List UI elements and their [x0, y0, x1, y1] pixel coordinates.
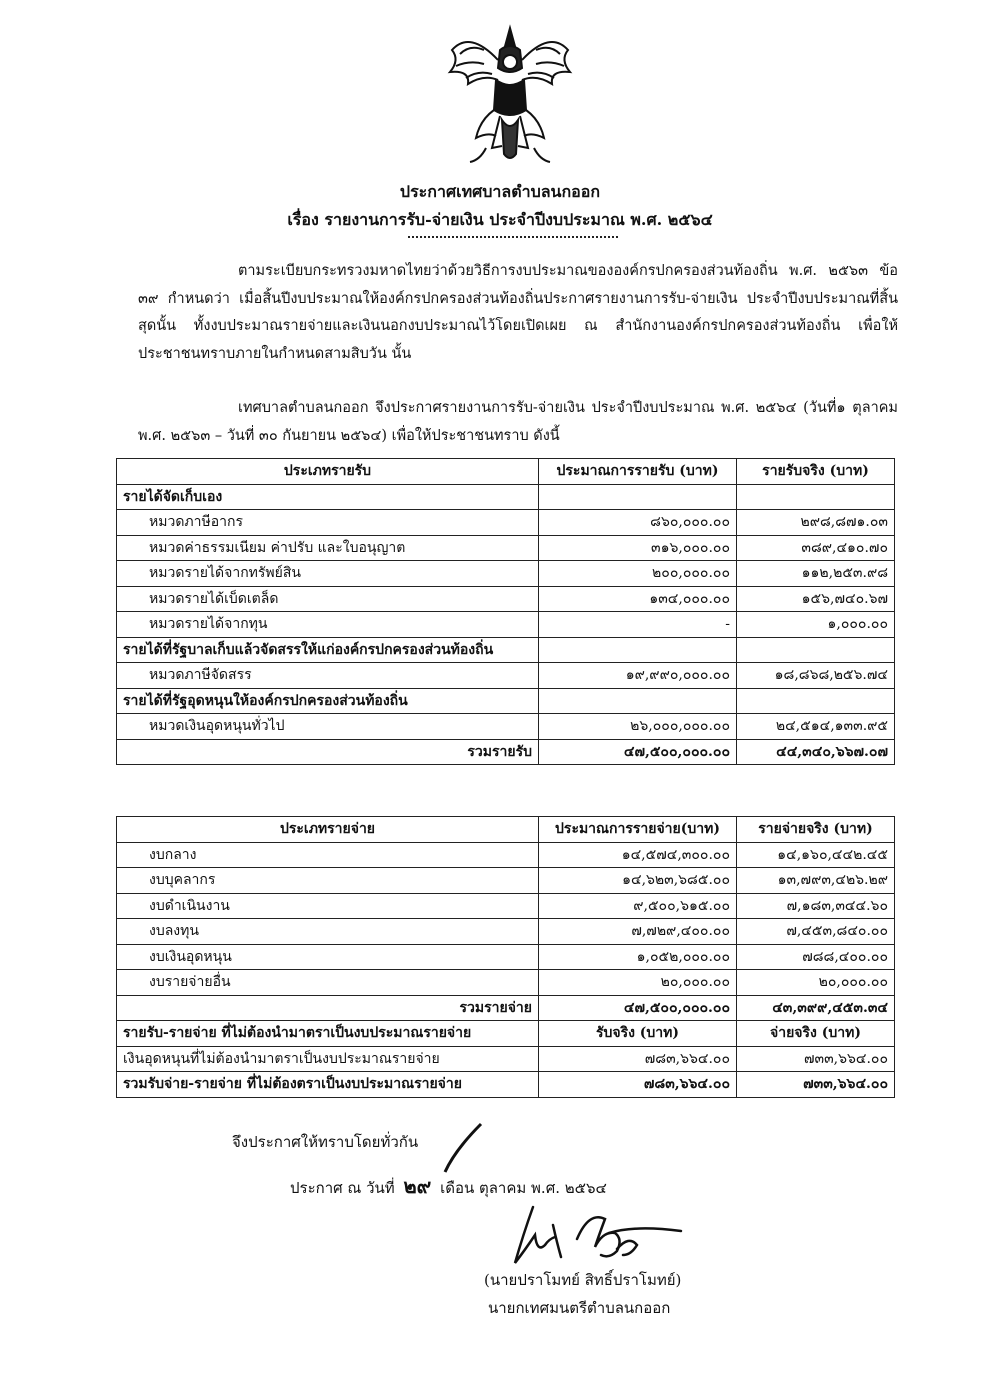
table-row: [117, 893, 895, 919]
signer-title: นายกเทศมนตรีตำบลนกออก: [488, 1299, 671, 1317]
row-label: หมวดค่าธรรมเนียม ค่าปรับ และใบอนุญาต: [117, 535, 539, 561]
row-actual: ๗,๑๘๓,๓๔๔.๖๐: [737, 893, 895, 919]
row-estimate: ๑๙,๙๙๐,๐๐๐.๐๐: [539, 663, 737, 689]
date-prefix: ประกาศ ณ วันที่: [290, 1179, 395, 1197]
offbudget-row: [117, 1046, 895, 1072]
row-label: งบดำเนินงาน: [117, 893, 539, 919]
total-label: รวมรับจ่าย-รายจ่าย ที่ไม่ต้องตราเป็นงบประมาณรายจ่าย: [117, 1072, 539, 1098]
table-row: [117, 663, 895, 689]
column-header: รายจ่ายจริง (บาท): [737, 817, 895, 843]
signature-image: [505, 1195, 685, 1270]
row-estimate: ๗,๗๒๙,๔๐๐.๐๐: [539, 919, 737, 945]
income-table: [116, 458, 895, 765]
column-header: ประเภทรายจ่าย: [117, 817, 539, 843]
total-actual: ๔๔,๓๔๐,๖๖๗.๐๗: [737, 739, 895, 765]
table-row: [117, 561, 895, 587]
row-estimate: [539, 688, 737, 714]
row-actual: [737, 637, 895, 663]
row-actual: ๑,๐๐๐.๐๐: [737, 612, 895, 638]
offbudget-header-label: รายรับ-รายจ่าย ที่ไม่ต้องนำมาตราเป็นงบประมาณรายจ่าย: [117, 1021, 539, 1047]
offbudget-paid-header: จ่ายจริง (บาท): [737, 1021, 895, 1047]
row-actual: [737, 688, 895, 714]
row-estimate: ๑๔,๖๒๓,๖๘๕.๐๐: [539, 868, 737, 894]
row-estimate: ๑๓๔,๐๐๐.๐๐: [539, 586, 737, 612]
table-row: [117, 535, 895, 561]
row-estimate: ๑๔,๕๗๔,๓๐๐.๐๐: [539, 842, 737, 868]
row-estimate: ๒๐๐,๐๐๐.๐๐: [539, 561, 737, 587]
offbudget-header-row: [117, 1021, 895, 1047]
row-estimate: [539, 637, 737, 663]
total-estimate: ๔๗,๕๐๐,๐๐๐.๐๐: [539, 995, 737, 1021]
announcement-subject: เรื่อง รายงานการรับ-จ่ายเงิน ประจำปีงบประมาณ พ.ศ. ๒๕๖๔: [287, 210, 713, 229]
garuda-emblem: [440, 20, 580, 170]
column-header: ประเภทรายรับ: [117, 459, 539, 485]
row-label: งบลงทุน: [117, 919, 539, 945]
row-label: งบบุคลากร: [117, 868, 539, 894]
row-actual: ๑๕๖,๗๔๐.๖๗: [737, 586, 895, 612]
row-actual: ๑๔,๑๖๐,๔๔๒.๔๕: [737, 842, 895, 868]
row-estimate: [539, 484, 737, 510]
handwritten-check-mark: [405, 1120, 485, 1180]
total-actual: ๔๓,๓๙๙,๔๕๓.๓๔: [737, 995, 895, 1021]
row-label: หมวดภาษีจัดสรร: [117, 663, 539, 689]
total-estimate: ๔๗,๕๐๐,๐๐๐.๐๐: [539, 739, 737, 765]
row-label: เงินอุดหนุนที่ไม่ต้องนำมาตราเป็นงบประมาณรายจ่าย: [117, 1046, 539, 1072]
table-row: [117, 688, 895, 714]
offbudget-total-row: [117, 1072, 895, 1098]
row-estimate: ๑,๐๕๒,๐๐๐.๐๐: [539, 944, 737, 970]
row-actual: ๗๘๘,๔๐๐.๐๐: [737, 944, 895, 970]
closing-statement: จึงประกาศให้ทราบโดยทั่วกัน: [232, 1133, 419, 1151]
total-received: ๗๘๓,๖๖๔.๐๐: [539, 1072, 737, 1098]
row-estimate: ๓๑๖,๐๐๐.๐๐: [539, 535, 737, 561]
date-suffix: เดือน ตุลาคม พ.ศ. ๒๕๖๔: [440, 1179, 607, 1197]
row-actual: ๒๙๘,๘๗๑.๐๓: [737, 510, 895, 536]
total-label: รวมรายรับ: [117, 739, 539, 765]
row-actual: ๑๓,๗๙๓,๔๒๖.๒๙: [737, 868, 895, 894]
table-row: [117, 484, 895, 510]
column-header: ประมาณการรายรับ (บาท): [539, 459, 737, 485]
row-actual: ๒๔,๕๑๔,๑๓๓.๙๕: [737, 714, 895, 740]
column-header: รายรับจริง (บาท): [737, 459, 895, 485]
total-label: รวมรายจ่าย: [117, 995, 539, 1021]
row-label: หมวดรายได้เบ็ดเตล็ด: [117, 586, 539, 612]
row-label: รายได้ที่รัฐบาลเก็บแล้วจัดสรรให้แก่องค์กรปกครองส่วนท้องถิ่น: [117, 637, 539, 663]
table-row: [117, 842, 895, 868]
table-row: [117, 868, 895, 894]
table-row: [117, 612, 895, 638]
row-estimate: -: [539, 612, 737, 638]
row-actual: [737, 484, 895, 510]
table-row: [117, 510, 895, 536]
table-row: [117, 944, 895, 970]
row-actual: ๓๘๙,๔๑๐.๗๐: [737, 535, 895, 561]
row-paid: ๗๓๓,๖๖๔.๐๐: [737, 1046, 895, 1072]
table-row: [117, 637, 895, 663]
income-total-row: [117, 739, 895, 765]
row-label: งบกลาง: [117, 842, 539, 868]
expense-table: [116, 816, 895, 1098]
row-estimate: ๙,๕๐๐,๖๑๕.๐๐: [539, 893, 737, 919]
row-actual: ๑๑๒,๒๕๓.๙๘: [737, 561, 895, 587]
row-label: หมวดภาษีอากร: [117, 510, 539, 536]
intro-paragraph: ตามระเบียบกระทรวงมหาดไทยว่าด้วยวิธีการงบประมาณขององค์กรปกครองส่วนท้องถิ่น พ.ศ. ๒๕๖๓ ข้อ ๓๙ กำหนดว่า เมื่อสิ้นปีงบประมาณให้องค์กรปกครองส่วนท้องถิ่นประกาศรายงานการรับ-จ่ายเงิน ประจำปีงบประมาณที่สิ้นสุดนั้น ทั้งงบประมาณรายจ่ายและเงินนอกงบประมาณไว้โดยเปิดเผย ณ สำนักงานองค์กรปกครองส่วนท้องถิ่น เพื่อให้ประชาชนทราบภายในกำหนดสามสิบวัน นั้น: [138, 263, 898, 362]
table-row: [117, 586, 895, 612]
row-label: รายได้จัดเก็บเอง: [117, 484, 539, 510]
signer-name: (นายปราโมทย์ สิทธิ์ปราโมทย์): [484, 1271, 682, 1289]
expense-table-header: [117, 817, 895, 843]
handwritten-day: ๒๙: [403, 1174, 432, 1198]
income-table-header: [117, 459, 895, 485]
announcement-title: ประกาศเทศบาลตำบลนกออก: [399, 182, 601, 201]
row-actual: ๒๐,๐๐๐.๐๐: [737, 970, 895, 996]
table-row: [117, 970, 895, 996]
row-label: หมวดเงินอุดหนุนทั่วไป: [117, 714, 539, 740]
row-received: ๗๘๓,๖๖๔.๐๐: [539, 1046, 737, 1072]
row-label: งบเงินอุดหนุน: [117, 944, 539, 970]
expense-total-row: [117, 995, 895, 1021]
total-paid: ๗๓๓,๖๖๔.๐๐: [737, 1072, 895, 1098]
row-label: รายได้ที่รัฐอุดหนุนให้องค์กรปกครองส่วนท้องถิ่น: [117, 688, 539, 714]
offbudget-received-header: รับจริง (บาท): [539, 1021, 737, 1047]
table-row: [117, 919, 895, 945]
row-estimate: ๒๖,๐๐๐,๐๐๐.๐๐: [539, 714, 737, 740]
column-header: ประมาณการรายจ่าย(บาท): [539, 817, 737, 843]
row-label: หมวดรายได้จากทรัพย์สิน: [117, 561, 539, 587]
dotted-divider: [408, 236, 618, 238]
announcement-paragraph: เทศบาลตำบลนกออก จึงประกาศรายงานการรับ-จ่ายเงิน ประจำปีงบประมาณ พ.ศ. ๒๕๖๔ (วันที่๑ ตุลาคม พ.ศ. ๒๕๖๓ – วันที่ ๓๐ กันยายน ๒๕๖๔) เพื่อให้ประชาชนทราบ ดังนี้: [138, 400, 898, 444]
row-label: งบรายจ่ายอื่น: [117, 970, 539, 996]
table-row: [117, 714, 895, 740]
row-actual: ๗,๔๕๓,๘๔๐.๐๐: [737, 919, 895, 945]
row-label: หมวดรายได้จากทุน: [117, 612, 539, 638]
row-estimate: ๒๐,๐๐๐.๐๐: [539, 970, 737, 996]
row-actual: ๑๘,๘๖๘,๒๕๖.๗๔: [737, 663, 895, 689]
row-estimate: ๘๖๐,๐๐๐.๐๐: [539, 510, 737, 536]
